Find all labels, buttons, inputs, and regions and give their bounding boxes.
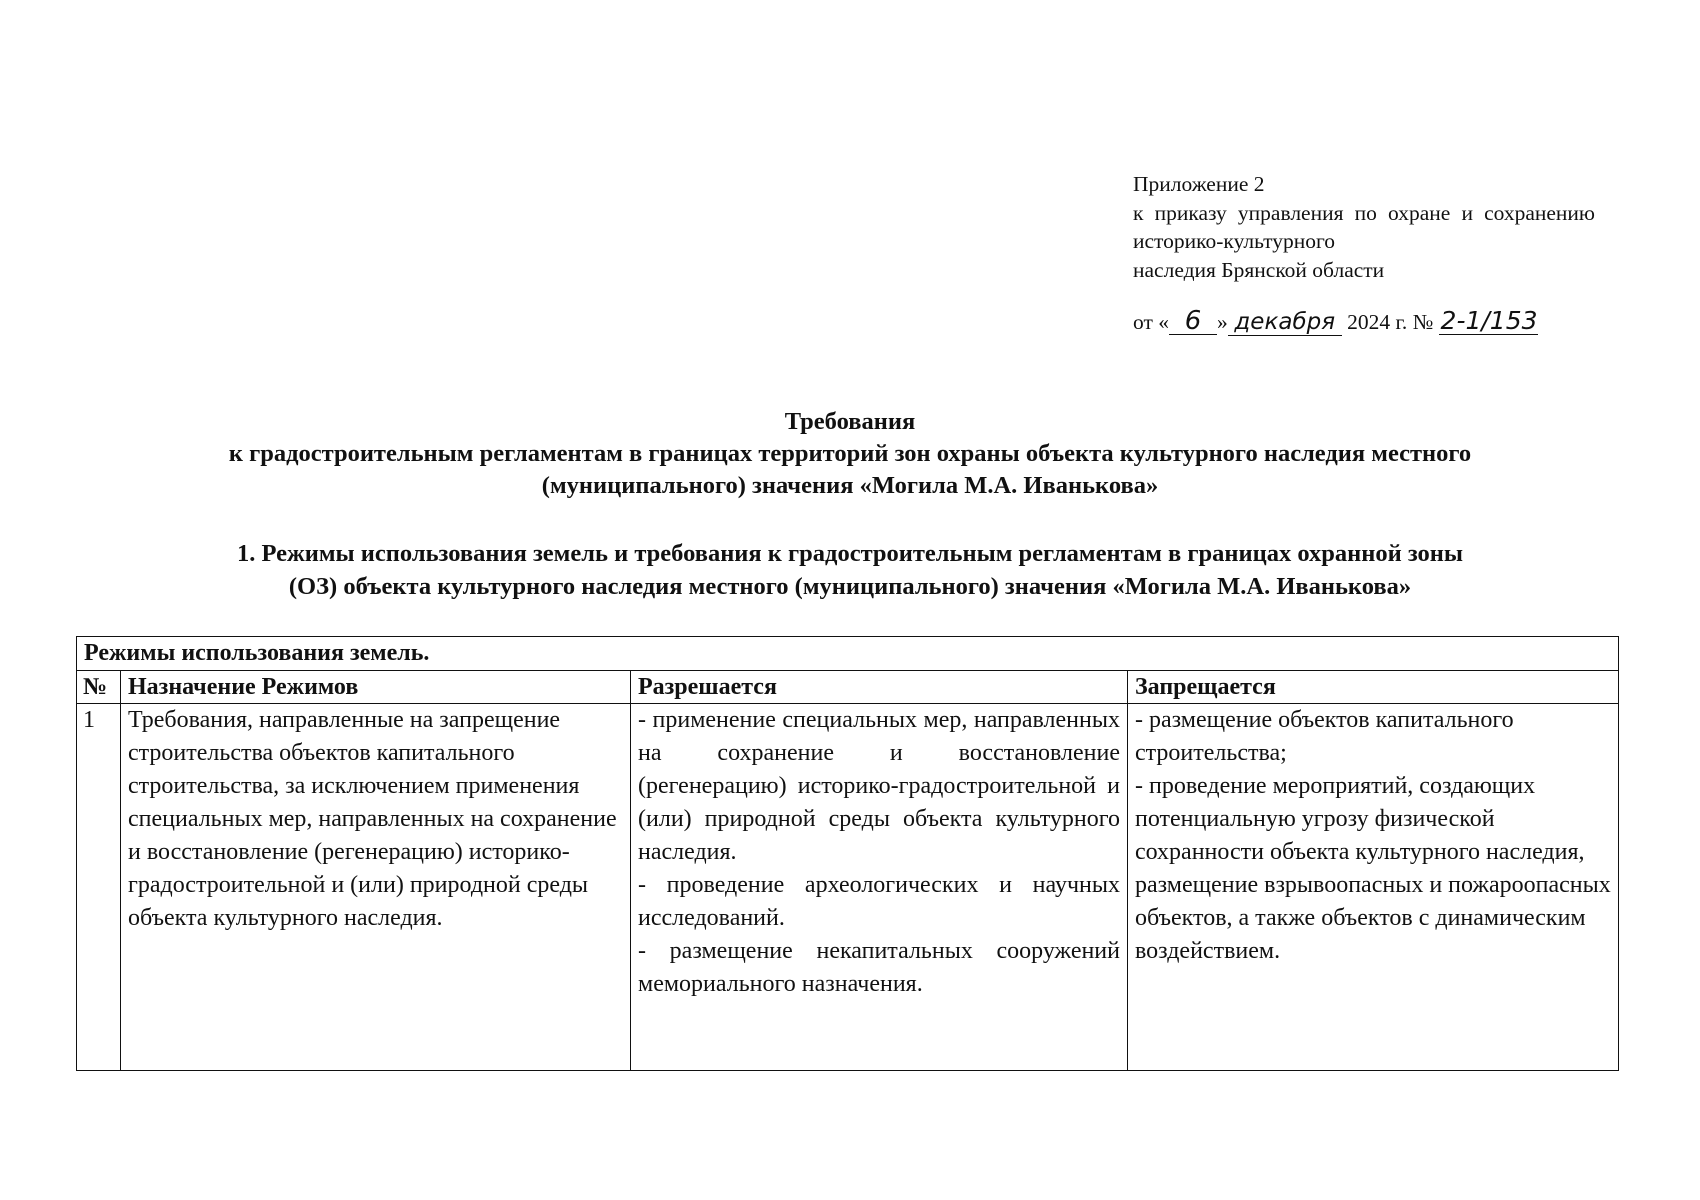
table-caption-row <box>77 637 1619 671</box>
allowed-item: - размещение некапитальных сооружений мемориального назначения. <box>638 938 1120 997</box>
forbidden-item: - проведение мероприятий, создающих потенциальную угрозу физической сохранности объекта культурного наследия, размещение взрывоопасных и пожароопасных объектов, а также объектов с динамическим воздействием. <box>1135 773 1611 964</box>
handwritten-day: 6 <box>1169 308 1217 335</box>
title-line-3: (муниципального) значения «Могила М.А. Иванькова» <box>541 472 1159 499</box>
appendix-reference-end: наследия Брянской области <box>1133 257 1385 282</box>
row-purpose: Требования, направленные на запрещение строительства объектов капитального строительства, за исключением применения специальных мер, направленных на сохранение и восстановление (регенерацию) историко-градостроительной и (или) природной среды объекта культурного наследия. <box>121 704 631 1071</box>
table-row <box>77 704 1619 1071</box>
header-forbidden: Запрещается <box>1128 671 1619 704</box>
header-number: № <box>77 671 121 704</box>
title-line-1: Требования <box>784 408 916 435</box>
header-purpose: Назначение Режимов <box>121 671 631 704</box>
table-header-row <box>77 671 1619 704</box>
date-year-number-label: 2024 г. № <box>1347 310 1434 334</box>
appendix-title: Приложение 2 <box>1133 172 1265 196</box>
document-title <box>70 406 1630 502</box>
row-allowed <box>631 704 1128 1071</box>
date-prefix: от « <box>1133 310 1169 334</box>
forbidden-item: - размещение объектов капитального строительства; <box>1135 707 1514 766</box>
section-line-1: 1. Режимы использования земель и требования к градостроительным регламентам в границах охранной зоны <box>236 540 1464 567</box>
order-date-line <box>1133 308 1603 336</box>
allowed-item: - проведение археологических и научных исследований. <box>638 872 1120 931</box>
section-line-2: (ОЗ) объекта культурного наследия местного (муниципального) значения «Могила М.А. Иванькова» <box>288 573 1412 600</box>
row-number: 1 <box>77 704 121 1071</box>
allowed-item: - применение специальных мер, направленных на сохранение и восстановление (регенерацию) историко-градостроительной и (или) природной среды объекта культурного наследия. <box>638 707 1120 865</box>
land-use-regimes-table <box>76 636 1619 1071</box>
handwritten-month: декабря <box>1228 309 1342 336</box>
row-forbidden <box>1128 704 1619 1071</box>
date-quote-close: » <box>1217 310 1228 334</box>
appendix-block <box>1133 170 1595 284</box>
appendix-reference: к приказу управления по охране и сохранению историко-культурного <box>1133 200 1595 253</box>
section-heading <box>70 537 1630 603</box>
header-allowed: Разрешается <box>631 671 1128 704</box>
title-line-2: к градостроительным регламентам в границах территорий зон охраны объекта культурного наследия местного <box>228 440 1472 467</box>
table-caption: Режимы использования земель. <box>77 637 1619 671</box>
handwritten-order-number: 2-1/153 <box>1440 306 1538 335</box>
